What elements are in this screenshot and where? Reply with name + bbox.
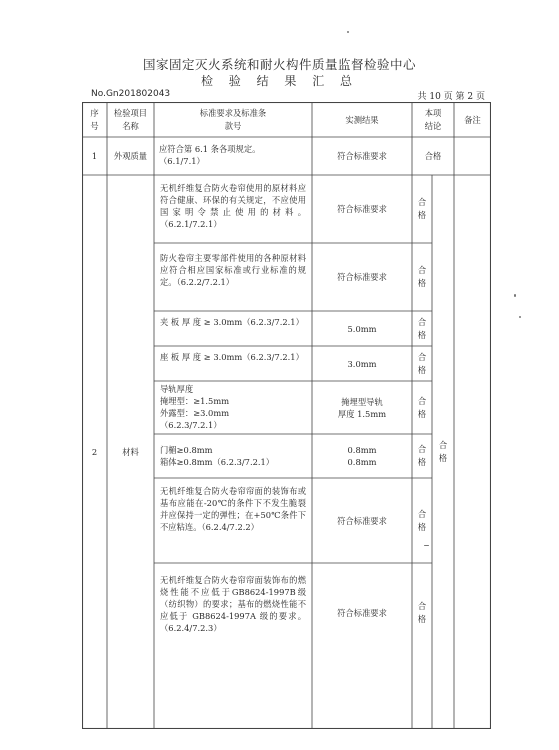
sub5-standard bbox=[160, 383, 306, 431]
results-table bbox=[82, 102, 491, 729]
sub4-result: 3.0mm bbox=[347, 358, 377, 369]
sub6-result-line: 0.8mm bbox=[347, 445, 377, 455]
sub3-result: 5.0mm bbox=[347, 323, 377, 334]
sub1-conclusion: 合格 bbox=[417, 197, 427, 220]
sub6-standard-line: 门楣≥0.8mm bbox=[160, 445, 213, 455]
col-header-seq: 序号 bbox=[90, 107, 99, 131]
col-header-result: 实测结果 bbox=[345, 114, 379, 125]
sub8-result: 符合标准要求 bbox=[337, 608, 387, 618]
sub5-result bbox=[312, 381, 412, 434]
sub1-result: 符合标准要求 bbox=[337, 204, 387, 214]
row1-standard: 应符合第 6.1 条各项规定。（6.1/7.1） bbox=[159, 144, 261, 166]
institution-name: 国家固定灭火系统和耐火构件质量监督检验中心 bbox=[142, 57, 416, 72]
col-header-remark: 备注 bbox=[464, 114, 481, 125]
scan-speck bbox=[514, 294, 516, 297]
sub6-result-line: 0.8mm bbox=[347, 457, 377, 467]
sub6-result bbox=[312, 434, 412, 478]
sub2-standard: 防火卷帘主要零部件使用的各种原材料应符合相应国家标准或行业标准的规定。（6.2.2/7.2.1） bbox=[160, 253, 306, 287]
sub6-conclusion: 合格 bbox=[417, 444, 427, 467]
row1-result: 符合标准要求 bbox=[337, 151, 387, 161]
sub8-standard: 无机纤维复合防火卷帘帘面装饰布的燃烧性能不应低于GB8624-1997B级（纺织物）的要求；基布的燃烧性能不应低于 GB8624-1997A 级的要求。（6.2.4/7.2.3） bbox=[160, 575, 306, 633]
sub5-conclusion: 合格 bbox=[417, 395, 427, 419]
document-title: 检 验 结 果 汇 总 bbox=[200, 74, 359, 88]
sub5-standard-line: （6.2.3/7.2.1） bbox=[160, 420, 222, 430]
report-number: No.Gn201802043 bbox=[91, 89, 171, 99]
sub5-result-line: 厚度 1.5mm bbox=[337, 408, 387, 419]
page-info: 共 10 页 第 2 页 bbox=[417, 92, 485, 102]
row1-item: 外观质量 bbox=[113, 151, 148, 161]
sub4-standard: 座 板 厚 度 ≥ 3.0mm（6.2.3/7.2.1） bbox=[160, 352, 304, 362]
row1-conclusion: 合格 bbox=[424, 151, 442, 161]
sub1-standard: 无机纤维复合防火卷帘使用的原材料应符合健康、环保的有关规定，不应使用国家明令禁止使用的材料。（6.2.1/7.2.1） bbox=[160, 183, 306, 229]
col-header-item: 检验项目名称 bbox=[113, 107, 148, 131]
sub5-standard-line: 导轨厚度 bbox=[160, 384, 194, 394]
sub4-conclusion: 合格 bbox=[417, 351, 427, 375]
col-header-conclusion: 本项结论 bbox=[424, 107, 442, 131]
sub5-standard-line: 外露型：≥3.0mm bbox=[160, 408, 230, 418]
sub2-result: 符合标准要求 bbox=[337, 272, 387, 282]
scan-speck bbox=[347, 31, 349, 33]
row2-overall-conclusion: 合格 bbox=[438, 440, 448, 463]
row2-item: 材料 bbox=[122, 447, 139, 457]
sub6-standard-line: 箱体≥0.8mm（6.2.3/7.2.1） bbox=[160, 457, 275, 467]
sub5-standard-line: 掩埋型：≥1.5mm bbox=[160, 396, 230, 406]
sub7-result: 符合标准要求 bbox=[337, 515, 387, 526]
col-header-standard: 标准要求及标准条款号 bbox=[199, 107, 267, 131]
sub5-result-line: 掩埋型导轨 bbox=[341, 396, 383, 407]
sub6-standard bbox=[160, 444, 306, 468]
sub3-conclusion: 合格 bbox=[417, 316, 427, 340]
scan-speck bbox=[519, 316, 521, 318]
scan-speck bbox=[424, 545, 429, 546]
sub2-conclusion: 合格 bbox=[417, 265, 427, 288]
sub7-standard: 无机纤维复合防火卷帘帘面的装饰布或基布应能在-20℃的条件下不发生脆裂并应保持一定的弹性；在+50℃条件下不应粘连。（6.2.4/7.2.2） bbox=[160, 486, 306, 532]
sub3-standard: 夹 板 厚 度 ≥ 3.0mm（6.2.3/7.2.1） bbox=[160, 317, 304, 327]
row2-seq: 2 bbox=[91, 447, 98, 457]
sub7-conclusion: 合格 bbox=[417, 508, 427, 532]
row1-seq: 1 bbox=[91, 151, 98, 161]
sub8-conclusion: 合格 bbox=[417, 601, 427, 624]
